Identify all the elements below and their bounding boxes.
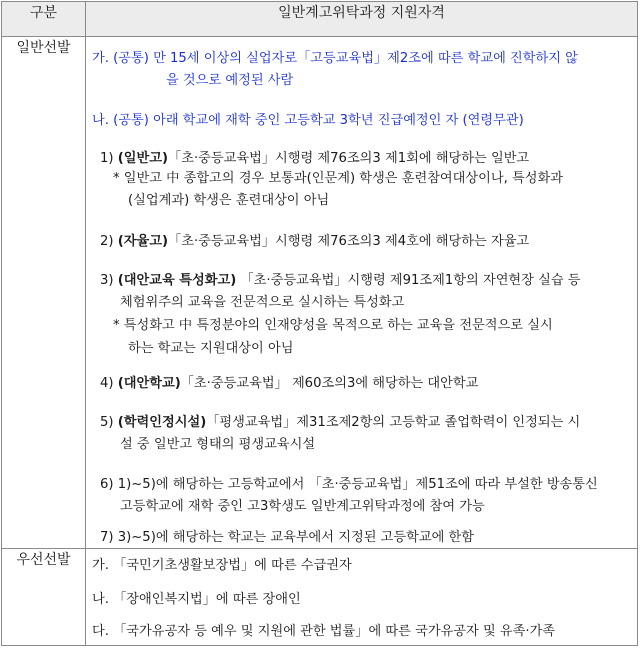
header-eligibility: 일반계고위탁과정 지원자격 — [86, 2, 638, 37]
sub-item-5-line2: 설 중 일반고 형태의 평생교육시설 — [120, 437, 316, 452]
header-category: 구분 — [2, 2, 86, 37]
general-criteria-cell — [86, 37, 638, 549]
priority-category-label: 우선선발 — [2, 549, 86, 646]
priority-selection-row — [2, 549, 638, 646]
item-ga-line1: 가. (공통) 만 15세 이상의 실업자로「고등교육법」제2조에 따른 학교에 진학하지 않 — [92, 51, 578, 66]
sub-item-7: 7) 3)~5)에 해당하는 학교는 교육부에서 지정된 고등학교에 한함 — [100, 530, 474, 545]
sub-item-1-note-line2: (실업계과) 학생은 훈련대상이 아님 — [128, 193, 330, 208]
priority-item-ga: 가. 「국민기초생활보장법」에 따른 수급권자 — [92, 558, 352, 573]
sub-item-5-line1: 5) (학력인정시설)「평생교육법」제31조제2항의 고등학교 졸업학력이 인정되는 시 — [100, 415, 581, 430]
item-ga-line2: 을 것으로 예정된 사람 — [166, 73, 294, 88]
sub-item-3-note-line2: 하는 학교는 지원대상이 아님 — [128, 341, 294, 356]
sub-item-1: 1) (일반고)「초·중등교육법」시행령 제76조의3 제1회에 해당하는 일반고 — [100, 151, 530, 166]
eligibility-table — [1, 1, 638, 646]
sub-item-6-line2: 고등학교에 재학 중인 고3학생도 일반계고위탁과정에 참여 가능 — [120, 499, 485, 514]
item-na: 나. (공통) 아래 학교에 재학 중인 고등학교 3학년 진급예정인 자 (연령무관) — [92, 113, 524, 128]
table-header-row — [2, 2, 638, 37]
sub-item-2: 2) (자율고)「초·중등교육법」시행령 제76조의3 제4호에 해당하는 자율고 — [100, 234, 530, 249]
sub-item-4: 4) (대안학교)「초·중등교육법」 제60조의3에 해당하는 대안학교 — [100, 376, 479, 391]
priority-criteria-cell — [86, 549, 638, 646]
sub-item-3-line2: 체험위주의 교육을 전문적으로 실시하는 특성화고 — [120, 295, 405, 310]
general-selection-row — [2, 37, 638, 549]
general-category-label: 일반선발 — [2, 37, 86, 549]
sub-item-3-note-line1: * 특성화고 中 특정분야의 인재양성을 목적으로 하는 교육을 전문적으로 실시 — [113, 318, 553, 333]
sub-item-3-line1: 3) (대안교육 특성화고) 「초·중등교육법」시행령 제91조제1항의 자연현장 실습 등 — [100, 273, 581, 288]
priority-item-na: 나. 「장애인복지법」에 따른 장애인 — [92, 592, 301, 607]
sub-item-1-note-line1: * 일반고 中 종합고의 경우 보통과(인문계) 학생은 훈련참여대상이나, 특성화과 — [113, 171, 563, 186]
sub-item-6-line1: 6) 1)~5)에 해당하는 고등학교에서 「초·중등교육법」제51조에 따라 부설한 방송통신 — [100, 477, 598, 492]
priority-item-da: 다. 「국가유공자 등 예우 및 지원에 관한 법률」에 따른 국가유공자 및 유족·가족 — [92, 624, 556, 639]
